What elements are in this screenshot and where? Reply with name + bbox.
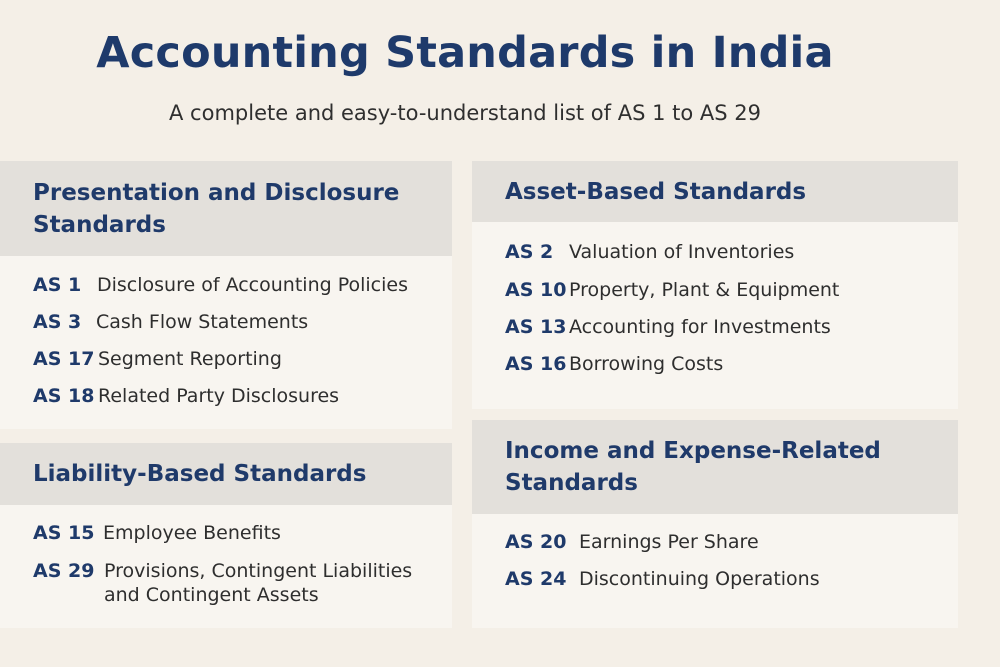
standard-description: Borrowing Costs	[569, 353, 724, 375]
section-asset-based	[472, 161, 958, 409]
standard-description: Earnings Per Share	[579, 531, 759, 553]
section-heading-line2: Standards	[505, 470, 638, 496]
section-header	[0, 161, 452, 256]
standard-code: AS 17	[33, 348, 95, 370]
page-subtitle: A complete and easy-to-understand list of AS 1 to AS 29	[169, 101, 761, 125]
standard-code: AS 3	[33, 311, 82, 333]
standard-code: AS 24	[505, 568, 567, 590]
standard-code: AS 2	[505, 241, 554, 263]
list-item	[505, 352, 723, 376]
section-heading: Asset-Based Standards	[505, 178, 807, 205]
section-heading-line1: Presentation and Disclosure	[33, 179, 400, 206]
standard-code: AS 18	[33, 385, 95, 407]
standard-description: Related Party Disclosures	[98, 385, 340, 407]
list-item	[505, 567, 820, 591]
list-item	[505, 315, 831, 339]
standard-description: Disclosure of Accounting Policies	[97, 274, 408, 296]
list-item	[33, 384, 339, 408]
section-heading-line1: Income and Expense-Related	[505, 438, 881, 464]
standard-description: Property, Plant & Equipment	[569, 279, 840, 301]
standard-description: Accounting for Investments	[569, 316, 831, 338]
section-heading-line2: Standards	[33, 211, 166, 238]
list-item	[33, 521, 281, 545]
standard-code: AS 29	[33, 560, 95, 582]
standard-description: Cash Flow Statements	[96, 311, 309, 333]
section-heading: Liability-Based Standards	[33, 461, 367, 487]
standard-code: AS 10	[505, 279, 567, 301]
standard-code: AS 15	[33, 522, 95, 544]
list-item	[33, 273, 408, 297]
standard-code: AS 1	[33, 274, 82, 296]
standard-code: AS 13	[505, 316, 567, 338]
standard-code: AS 20	[505, 531, 567, 553]
standard-description: Discontinuing Operations	[579, 568, 820, 590]
list-item	[505, 278, 839, 302]
section-income-expense	[472, 420, 958, 628]
section-presentation-disclosure	[0, 161, 452, 429]
section-header	[472, 161, 958, 222]
standard-description: Segment Reporting	[98, 348, 282, 370]
list-item	[505, 530, 759, 554]
list-item	[33, 559, 412, 607]
standard-description: Employee Benefits	[103, 522, 281, 544]
list-item	[33, 347, 282, 371]
list-item	[33, 310, 308, 334]
standard-description: Valuation of Inventories	[569, 241, 795, 263]
list-item	[505, 240, 794, 264]
standard-description-line1: Provisions, Contingent Liabilities	[104, 560, 413, 582]
section-header	[0, 443, 452, 505]
standard-code: AS 16	[505, 353, 567, 375]
page-title: Accounting Standards in India	[96, 28, 834, 78]
section-header	[472, 420, 958, 514]
section-liability-based	[0, 443, 452, 628]
standard-description-line2: and Contingent Assets	[104, 584, 319, 606]
